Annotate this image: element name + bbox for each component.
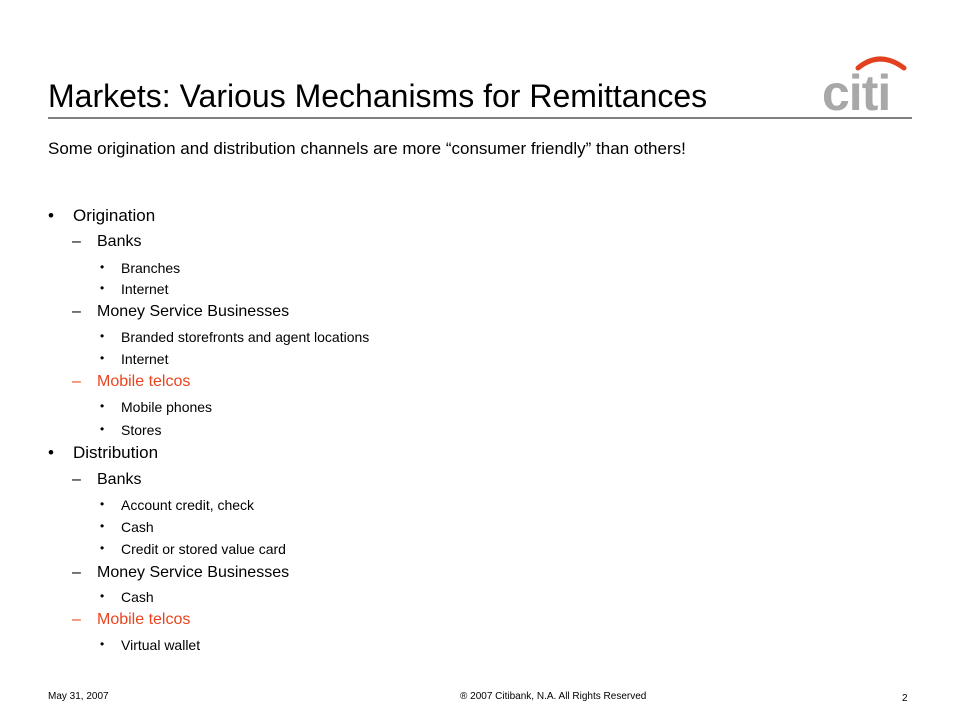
section-heading-origination: Origination xyxy=(73,206,156,225)
origination-mobile-telcos: Mobile telcos xyxy=(97,373,191,390)
slide-subtitle: Some origination and distribution channels are more “consumer friendly” than others! xyxy=(48,139,686,158)
bullet-dot: • xyxy=(100,589,105,603)
citi-logo xyxy=(818,52,914,116)
bullet-dot: • xyxy=(100,422,105,436)
bullet-dash: – xyxy=(72,233,81,250)
list-item-text: Stores xyxy=(121,422,162,438)
list-item-text: Cash xyxy=(121,589,154,605)
list-item-text: Internet xyxy=(121,351,169,367)
bullet-dot: • xyxy=(100,281,105,295)
bullet-dot: • xyxy=(100,637,105,651)
list-item-text: Internet xyxy=(121,281,169,297)
bullet-dash: – xyxy=(72,303,81,320)
bullet-dot: • xyxy=(48,206,54,225)
footer-date: May 31, 2007 xyxy=(48,691,109,702)
bullet-dot: • xyxy=(100,519,105,533)
origination-money-service-businesses: Money Service Businesses xyxy=(97,303,290,320)
section-heading-distribution: Distribution xyxy=(73,443,159,462)
bullet-dot: • xyxy=(100,329,105,343)
bullet-dot: • xyxy=(100,351,105,365)
bullet-dash: – xyxy=(72,471,81,488)
list-item-text: Branded storefronts and agent locations xyxy=(121,329,370,345)
footer-copyright: ® 2007 Citibank, N.A. All Rights Reserved xyxy=(460,691,647,702)
distribution-banks: Banks xyxy=(97,471,142,488)
page-number: 2 xyxy=(902,693,908,704)
list-item-text: Virtual wallet xyxy=(121,637,201,653)
origination-banks: Banks xyxy=(97,233,142,250)
bullet-dash: – xyxy=(72,611,81,628)
bullet-dash: – xyxy=(72,373,81,390)
bullet-dot: • xyxy=(100,399,105,413)
bullet-dash: – xyxy=(72,564,81,581)
bullet-dot: • xyxy=(100,497,105,511)
title-divider xyxy=(48,117,912,119)
distribution-money-service-businesses: Money Service Businesses xyxy=(97,564,290,581)
bullet-dot: • xyxy=(48,443,54,462)
list-item-text: Credit or stored value card xyxy=(121,541,286,557)
list-item-text: Account credit, check xyxy=(121,497,255,513)
distribution-mobile-telcos: Mobile telcos xyxy=(97,611,191,628)
list-item-text: Mobile phones xyxy=(121,399,213,415)
citi-logo-wordmark: citi xyxy=(822,65,891,116)
bullet-dot: • xyxy=(100,260,105,274)
slide-title: Markets: Various Mechanisms for Remittances xyxy=(48,78,708,114)
bullet-dot: • xyxy=(100,541,105,555)
list-item-text: Cash xyxy=(121,519,154,535)
list-item-text: Branches xyxy=(121,260,181,276)
